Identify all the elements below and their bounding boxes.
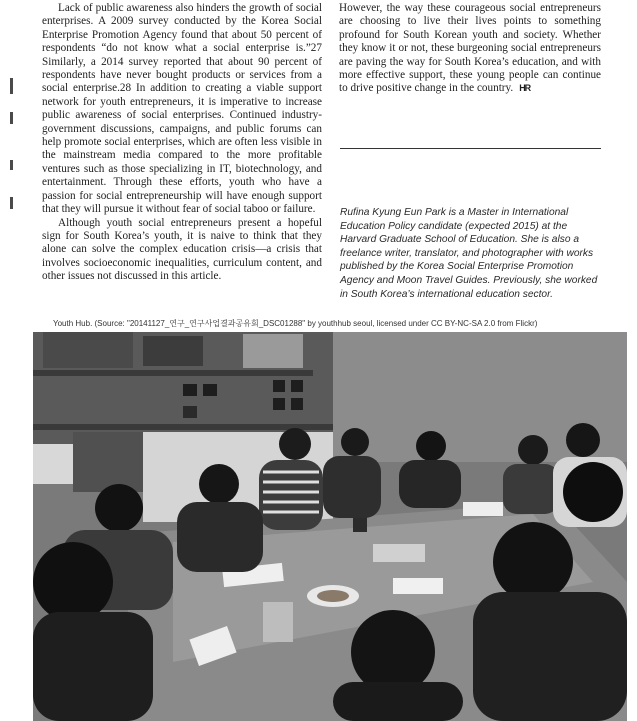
group-meeting-photo xyxy=(33,332,627,721)
author-bio: Rufina Kyung Eun Park is a Master in International Education Policy candidate (expected 2015) at the Harvard Graduate School of Education. She is also a freelance writer, translator, and photographer with works published by the Korea Social Enterprise Promotion Agency and Moon Travel Guides. Previously, she worked in South Korea’s international education sector. xyxy=(340,207,598,300)
margin-bar xyxy=(10,197,13,209)
photo-caption: Youth Hub. (Source: "20141127_연구_연구사업결과공유회_DSC01288" by youthhub seoul, licensed under CC BY-NC-SA 2.0 from Flickr) xyxy=(53,319,538,328)
photo-illustration xyxy=(33,332,627,721)
article-paragraph: Lack of public awareness also hinders the growth of social enterprises. A 2009 survey conducted by the Korea Social Enterprise Promotion Agency found that about 50 percent of respondents “do not know what a social enterprise is.”27 Similarly, a 2014 survey reported that about 90 percent of respondents have never bought products or services from a social enterprise.28 In addition to creating a viable support network for youth entrepreneurs, it is imperative to increase public awareness of social enterprises. Continued industry-government discussions, campaigns, and public forums can help promote social enterprises, which are often less visible in the mainstream media compared to the more profitable ventures such as those specializing in IT, biotechnology, and entertainment. Through these efforts, youth who have a passion for social entrepreneurship will have enough support that they will pursue it without fear of social taboo or failure. xyxy=(42,2,322,216)
article-paragraph xyxy=(339,2,601,96)
article-paragraph-text: However, the way these courageous social entrepreneurs are choosing to live their lives points to something profound for South Korean youth and society. Whether they know it or not, these burgeoning social entrepreneurs are paving the way for South Korea’s education, and with more effective support, these young people can continue to drive positive change in the country. xyxy=(339,2,601,95)
margin-bar xyxy=(10,112,13,124)
section-divider xyxy=(340,148,601,149)
article-paragraph: Although youth social entrepreneurs present a hopeful sign for South Korea’s youth, it is naive to think that they alone can solve the complex education crisis—a crisis that involves socioeconomic inequalities, curriculum content, and other issues not discussed in this article. xyxy=(42,216,322,283)
margin-bar xyxy=(10,160,13,170)
end-of-article-mark: HR xyxy=(519,83,531,94)
margin-bar xyxy=(10,78,13,94)
article-right-column xyxy=(339,2,601,96)
article-left-column xyxy=(42,2,322,284)
